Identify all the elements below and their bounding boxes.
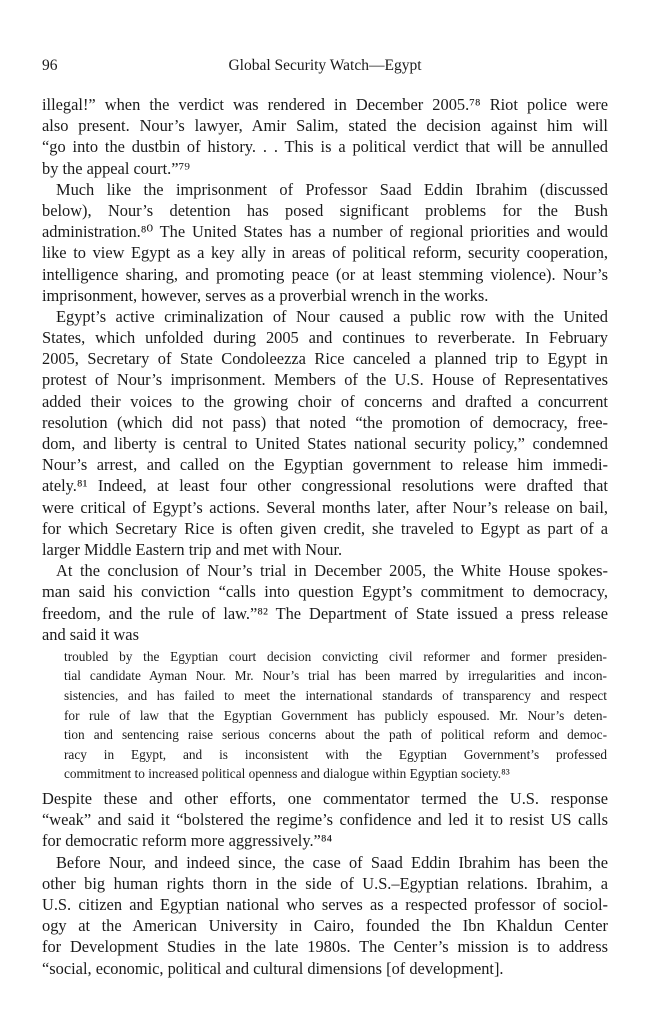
text-line: 2005, Secretary of State Condoleezza Rice canceled a planned trip to Egypt in	[42, 349, 608, 369]
text-line: Much like the imprisonment of Professor Saad Eddin Ibrahim (discussed	[56, 179, 608, 199]
page-number: 96	[42, 57, 58, 74]
text-line: other big human rights thorn in the side of U.S.–Egyptian relations. Ibrahim, a	[42, 873, 608, 893]
text-line: imprisonment, however, serves as a proverbial wrench in the works.	[42, 285, 489, 305]
text-line: man said his conviction “calls into question Egypt’s commitment to democracy,	[42, 582, 608, 602]
body-text	[42, 94, 608, 979]
text-line: ately.⁸¹ Indeed, at least four other congressional resolutions were drafted that	[42, 476, 608, 496]
text-line: protest of Nour’s imprisonment. Members of the U.S. House of Representatives	[42, 370, 608, 390]
quote-line: racy in Egypt, and is inconsistent with the Egyptian Government’s professed	[64, 746, 607, 762]
text-line: resolution (which did not pass) that noted “the promotion of democracy, free-	[42, 412, 608, 432]
paragraphs-after-quote	[42, 788, 608, 979]
text-line: and said it was	[42, 624, 139, 644]
quote-line: troubled by the Egyptian court decision convicting civil reformer and former presiden-	[64, 648, 607, 664]
quote-line: for rule of law that the Egyptian Government has publicly espoused. Mr. Nour’s deten-	[64, 707, 607, 723]
text-line: freedom, and the rule of law.”⁸² The Department of State issued a press release	[42, 603, 608, 623]
text-line: Nour’s arrest, and called on the Egyptian government to release him immedi-	[42, 455, 608, 475]
text-line: administration.⁸⁰ The United States has a number of regional priorities and would	[42, 222, 608, 242]
page-header	[42, 57, 608, 79]
text-line: dom, and liberty is central to United States national security policy,” condemned	[42, 434, 608, 453]
running-head: Global Security Watch—Egypt	[228, 57, 422, 74]
quote-line: commitment to increased political openness and dialogue within Egyptian society.⁸³	[64, 766, 510, 782]
text-line: Despite these and other efforts, one commentator termed the U.S. response	[42, 789, 608, 809]
text-line: “go into the dustbin of history. . . This is a political verdict that will be annulled	[42, 137, 608, 157]
text-line: by the appeal court.”⁷⁹	[42, 158, 190, 178]
paragraph	[42, 788, 608, 852]
text-line: At the conclusion of Nour’s trial in December 2005, the White House spokes-	[56, 561, 608, 581]
paragraph	[42, 179, 608, 306]
text-line: U.S. citizen and Egyptian national who serves as a respected professor of sociol-	[42, 894, 608, 914]
quote-line: tion and sentencing raise serious concerns about the path of political reform and democ-	[64, 727, 607, 743]
quote-line: sistencies, and has failed to meet the international standards of transparency and respect	[64, 688, 607, 704]
text-line: added their voices to the growing choir of concerns and drafted a concurrent	[42, 391, 608, 411]
text-line: “weak” and said it “bolstered the regime’s confidence and led it to resist US calls	[42, 810, 608, 830]
quote-line: tial candidate Ayman Nour. Mr. Nour’s trial has been marred by irregularities and incon-	[64, 668, 607, 684]
paragraph	[42, 306, 608, 560]
text-line: like to view Egypt as a key ally in areas of political reform, security cooperation,	[42, 243, 608, 263]
text-line: larger Middle Eastern trip and met with Nour.	[42, 539, 343, 559]
text-line: for which Secretary Rice is often given credit, she traveled to Egypt as part of a	[42, 518, 608, 538]
text-line: for Development Studies in the late 1980s. The Center’s mission is to address	[42, 937, 608, 957]
text-line: “social, economic, political and cultural dimensions [of development].	[42, 958, 504, 978]
paragraph	[42, 560, 608, 645]
text-line: ogy at the American University in Cairo, founded the Ibn Khaldun Center	[42, 916, 608, 936]
text-line: for democratic reform more aggressively.”⁸⁴	[42, 831, 333, 851]
text-line: States, which unfolded during 2005 and continues to reverberate. In February	[42, 328, 608, 348]
paragraphs-before-quote	[42, 94, 608, 645]
text-line: Egypt’s active criminalization of Nour caused a public row with the United	[56, 306, 608, 326]
text-line: intelligence sharing, and promoting peace (or at least stemming violence). Nour’s	[42, 264, 608, 284]
text-line: also present. Nour’s lawyer, Amir Salim, stated the decision against him will	[42, 116, 608, 136]
block-quote	[64, 647, 607, 784]
text-line: Before Nour, and indeed since, the case of Saad Eddin Ibrahim has been the	[56, 852, 608, 872]
paragraph	[42, 852, 608, 979]
paragraph	[42, 94, 608, 179]
text-line: were critical of Egypt’s actions. Several months later, after Nour’s release on bail,	[42, 497, 608, 517]
text-line: illegal!” when the verdict was rendered in December 2005.⁷⁸ Riot police were	[42, 95, 608, 114]
text-line: below), Nour’s detention has posed significant problems for the Bush	[42, 200, 608, 220]
